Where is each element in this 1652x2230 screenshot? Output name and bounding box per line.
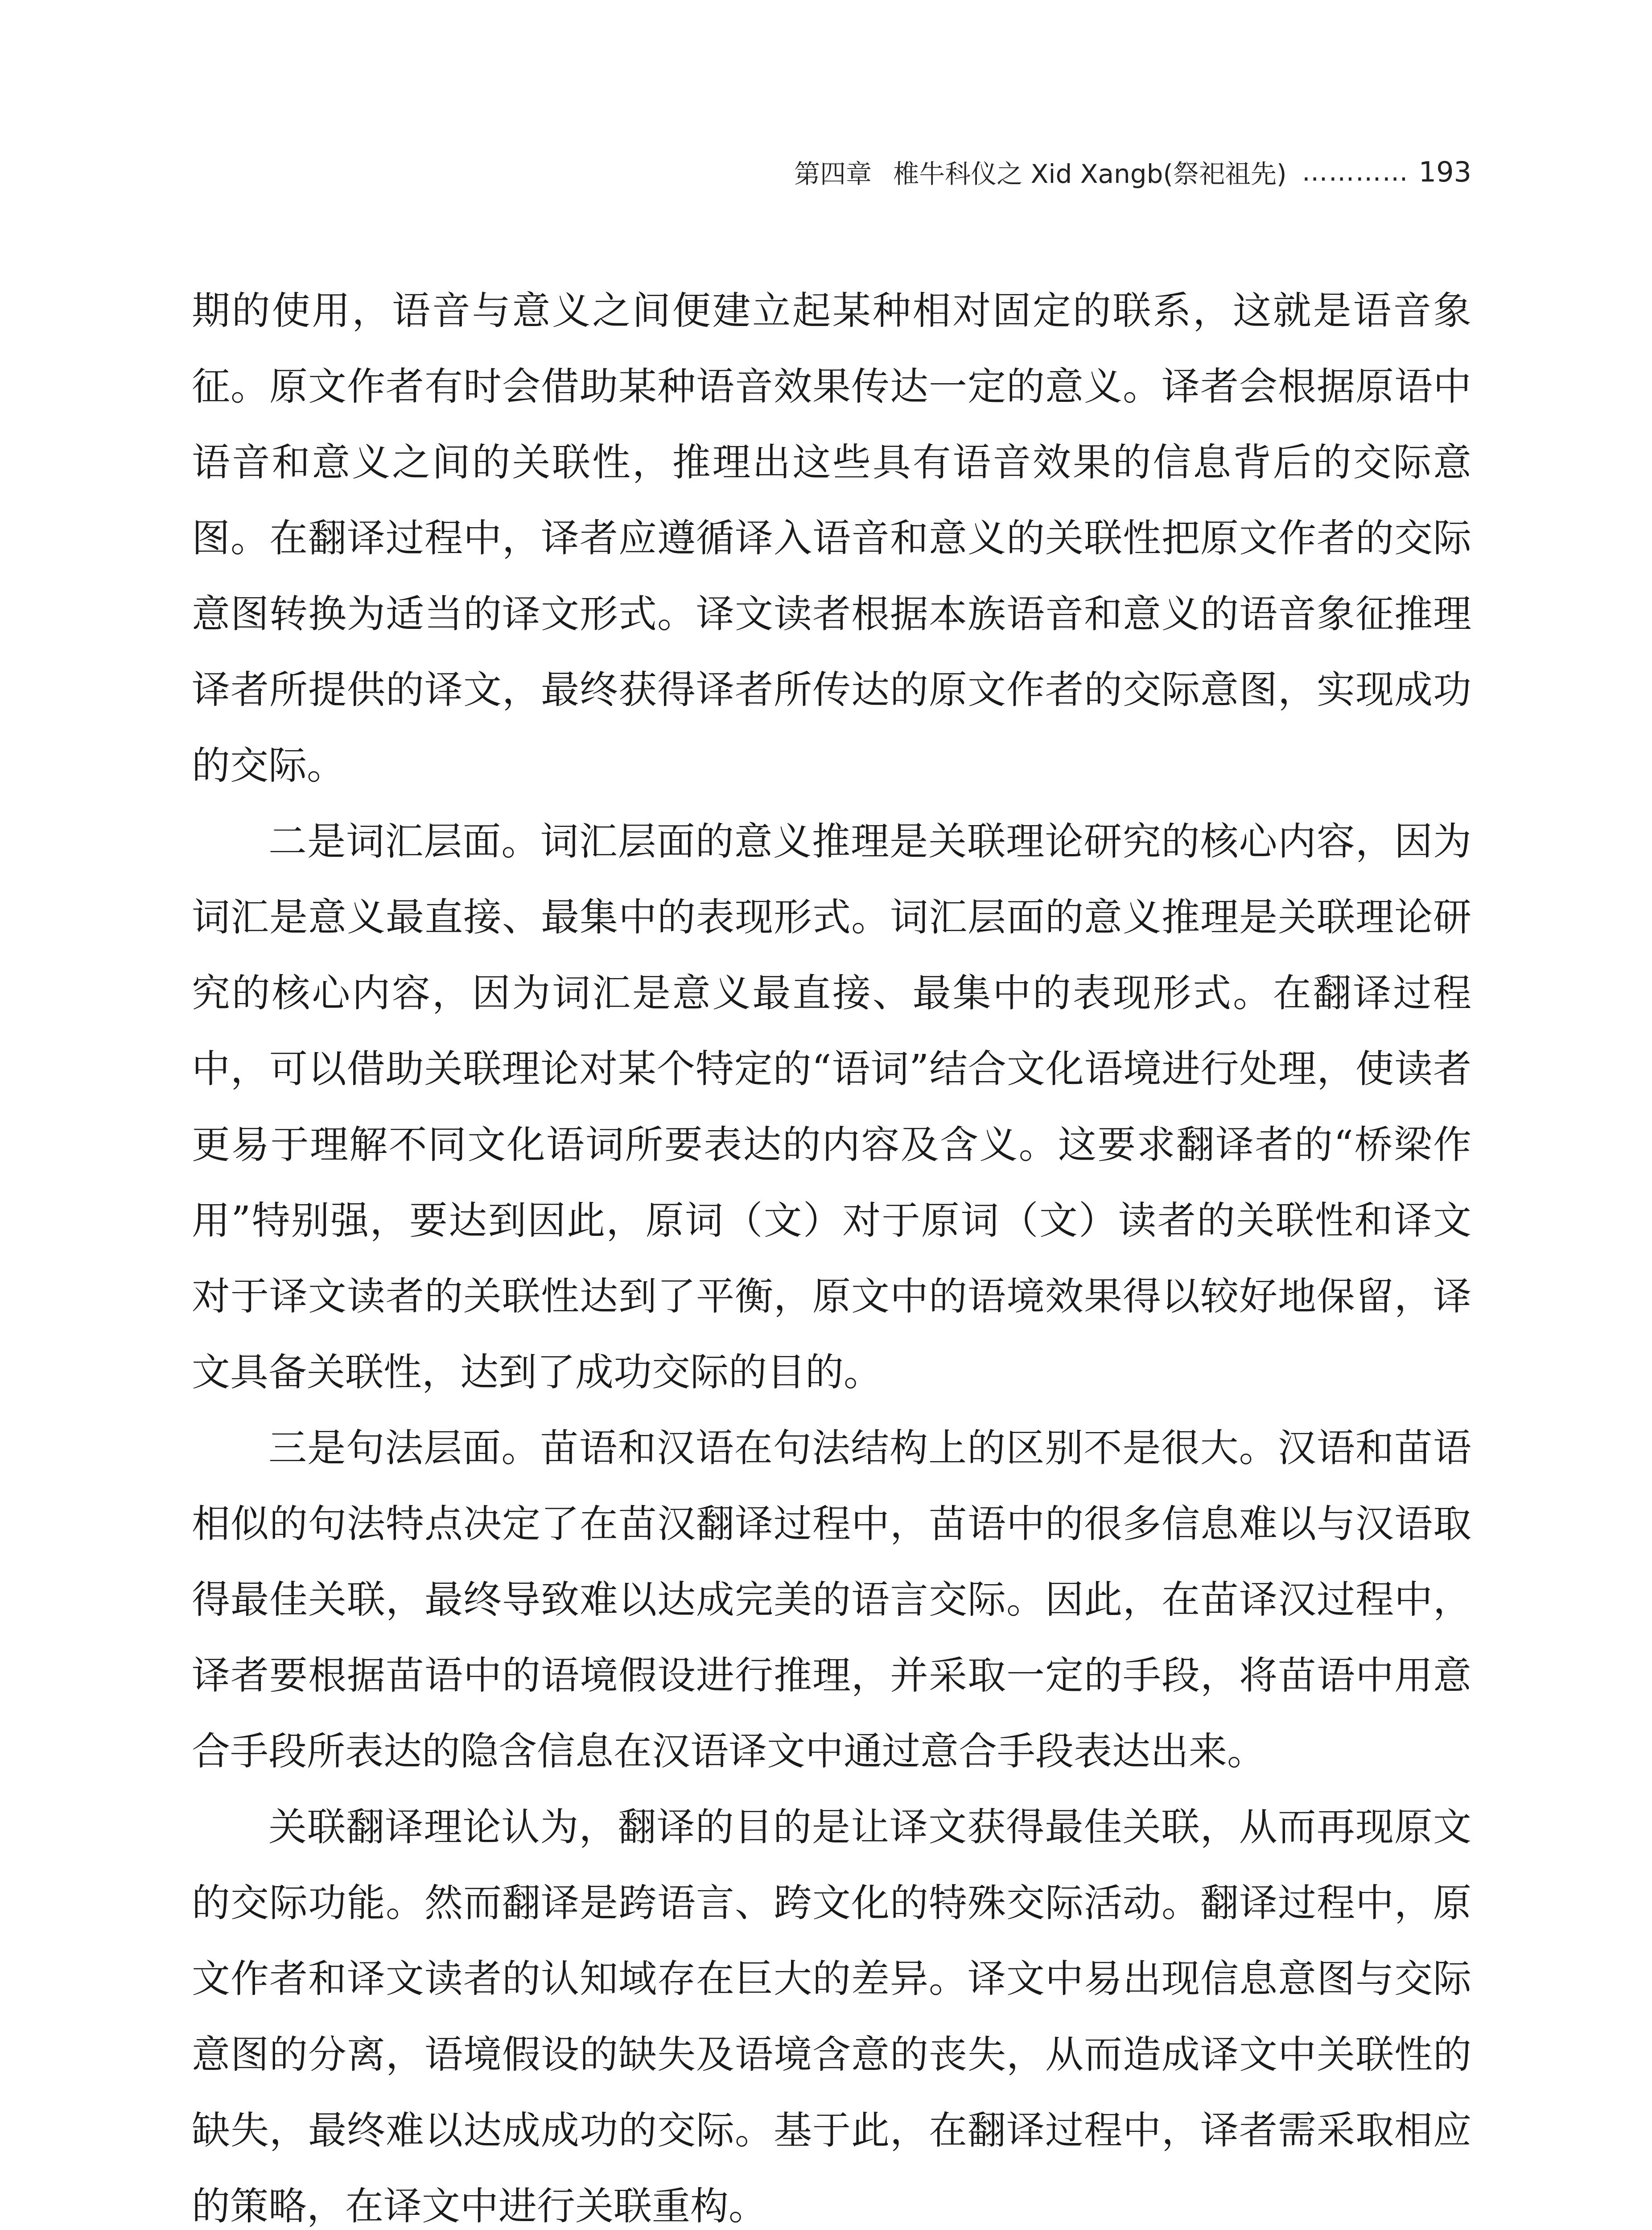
body-text [192, 273, 1471, 2230]
running-header [731, 147, 1471, 196]
page-number: 193 [1418, 155, 1471, 188]
dot-leader: ………… [1302, 157, 1409, 187]
paragraph-lexical-level: 二是词汇层面。词汇层面的意义推理是关联理论研究的核心内容，因为词汇是意义最直接、最集中的表现形式。词汇层面的意义推理是关联理论研究的核心内容，因为词汇是意义最直接、最集中的表现形式。在翻译过程中，可以借助关联理论对某个特定的“语词”结合文化语境进行处理，使读者更易于理解不同文化语词所要表达的内容及含义。这要求翻译者的“桥梁作用”特别强，要达到因此，原词（文）对于原词（文）读者的关联性和译文对于译文读者的关联性达到了平衡，原文中的语境效果得以较好地保留，译文具备关联性，达到了成功交际的目的。 [192, 819, 1471, 1395]
paragraph-relevance-translation-theory: 关联翻译理论认为，翻译的目的是让译文获得最佳关联，从而再现原文的交际功能。然而翻译是跨语言、跨文化的特殊交际活动。翻译过程中，原文作者和译文读者的认知域存在巨大的差异。译文中易出现信息意图与交际意图的分离，语境假设的缺失及语境含意的丧失，从而造成译文中关联性的缺失，最终难以达成成功的交际。基于此，在翻译过程中，译者需采取相应的策略，在译文中进行关联重构。 [192, 1805, 1471, 2229]
paragraph-phonetic-symbolism: 期的使用，语音与意义之间便建立起某种相对固定的联系，这就是语音象征。原文作者有时会借助某种语音效果传达一定的意义。译者会根据原语中语音和意义之间的关联性，推理出这些具有语音效果的信息背后的交际意图。在翻译过程中，译者应遵循译入语音和意义的关联性把原文作者的交际意图转换为适当的译文形式。译文读者根据本族语音和意义的语音象征推理译者所提供的译文，最终获得译者所传达的原文作者的交际意图，实现成功的交际。 [192, 289, 1471, 788]
chapter-title: 椎牛科仪之 Xid Xangb(祭祀祖先) [893, 159, 1287, 189]
paragraph-syntactic-level: 三是句法层面。苗语和汉语在句法结构上的区别不是很大。汉语和苗语相似的句法特点决定了在苗汉翻译过程中，苗语中的很多信息难以与汉语取得最佳关联，最终导致难以达成完美的语言交际。因此，在苗译汉过程中，译者要根据苗语中的语境假设进行推理，并采取一定的手段，将苗语中用意合手段所表达的隐含信息在汉语译文中通过意合手段表达出来。 [192, 1426, 1471, 1774]
chapter-number: 第四章 [794, 159, 872, 189]
